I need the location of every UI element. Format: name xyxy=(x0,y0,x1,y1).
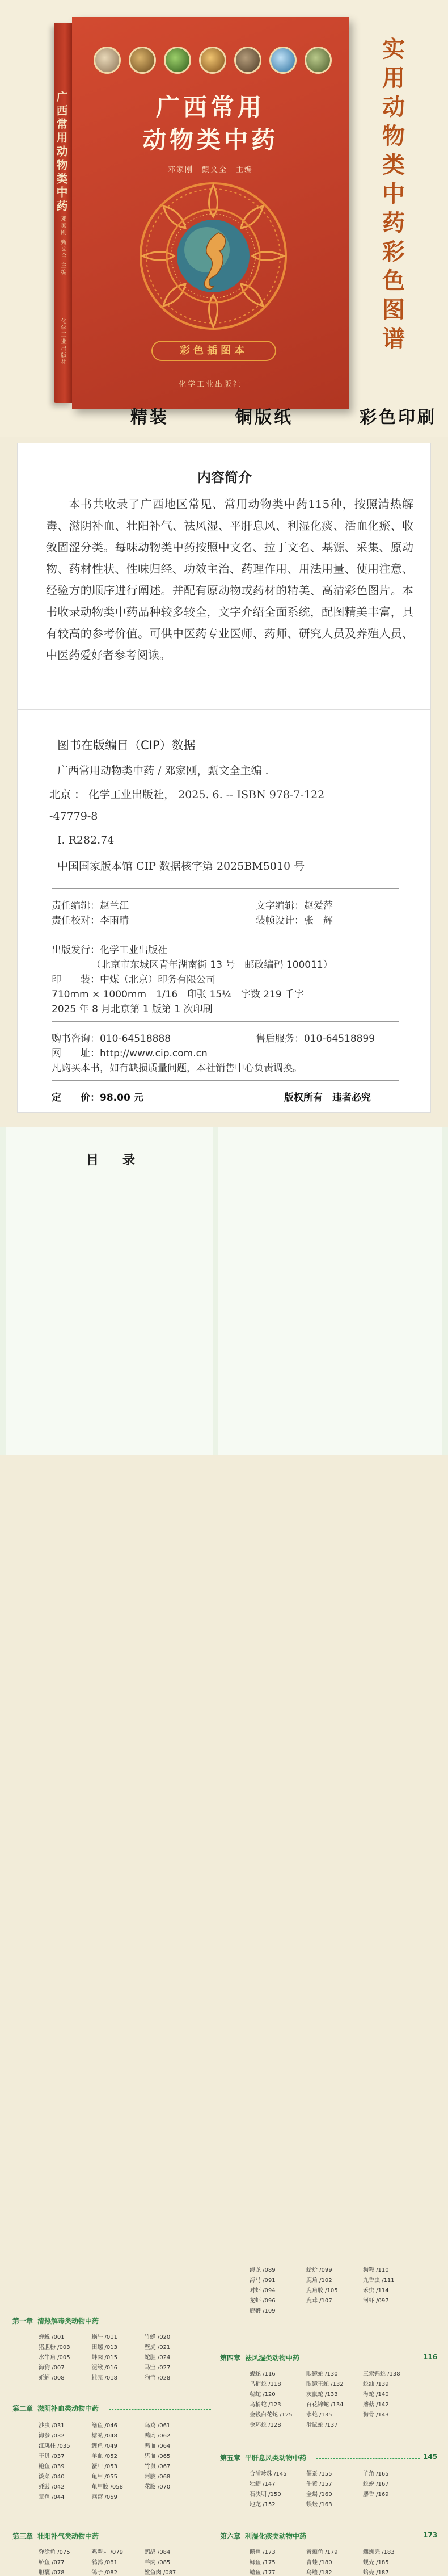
purchase-phone: 购书咨询：010-64518888 xyxy=(52,1033,171,1044)
toc-entry: 石决明 /150 xyxy=(250,2491,281,2498)
toc-entry: 蛤壳 /187 xyxy=(363,2570,389,2576)
toc-entry: 海马 /091 xyxy=(250,2277,276,2284)
toad-thumbnail xyxy=(234,47,261,74)
side-title-char: 动 xyxy=(382,94,405,120)
toc-chapter-1-entries xyxy=(39,2332,197,2381)
distributor: 出版发行：化学工业出版社 xyxy=(52,945,167,956)
toc-entry: 泥鳅 /016 xyxy=(91,2365,117,2371)
cip-line-1: 广西常用动物类中药 / 邓家刚，甄文全主编 . xyxy=(57,765,269,777)
toc-left-page xyxy=(6,1127,213,1455)
animal-thumbnails xyxy=(94,47,332,74)
website: 网 址：http://www.cip.com.cn xyxy=(52,1048,208,1059)
side-title-char: 类 xyxy=(382,152,405,178)
quality-notice: 凡购买本书，如有缺损质量问题，本社销售中心负责调换。 xyxy=(52,1063,302,1074)
toc-entry: 水牛角 /005 xyxy=(39,2355,70,2361)
toc-entry: 蟹甲 /053 xyxy=(91,2464,117,2470)
cover-title-line2: 动物类中药 xyxy=(142,126,278,154)
toc-entry: 蕲蛇 /120 xyxy=(250,2392,276,2398)
cip-divider-4 xyxy=(52,1080,399,1081)
toc-chapter-number: 第二章 xyxy=(12,2405,33,2413)
toc-entry: 龟甲胶 /058 xyxy=(91,2484,123,2490)
side-title-char: 实 xyxy=(382,36,405,62)
text-editor-credit: 文字编辑：赵爱萍 xyxy=(256,900,333,912)
toc-entry: 蚯蚓 /008 xyxy=(39,2375,65,2381)
toc-entry: 海参 /032 xyxy=(39,2433,65,2439)
rights-notice: 版权所有 违者必究 xyxy=(284,1092,371,1104)
toc-entry: 眼镜王蛇 /132 xyxy=(306,2381,344,2388)
toc-entry: 蜗牛 /011 xyxy=(91,2334,117,2340)
toc-entry: 百花锦蛇 /134 xyxy=(306,2402,344,2408)
toc-entry: 水蛇 /135 xyxy=(306,2412,332,2418)
toc-chapter-3-entries xyxy=(39,2547,197,2576)
edition: 2025 年 8 月北京第 1 版第 1 次印刷 xyxy=(52,1004,213,1015)
intro-body: 本书共收录了广西地区常见、常用动物类中药115种，按照清热解毒、滋阴补血、壮阳补气、祛风湿、平肝息风、利湿化痰、活血化瘀、收敛固涩分类。每味动物类中药按照中文名、拉丁文名、基源、采集、原动物、药材性状、性味归经、功效主治、药理作用、用法用量、使用注意、经验方的顺序进行阐述。并配有原动物或药材的精美、高清彩色图片。本书收录动物类中药品种较多较全，文字介绍全面系统，配图精美丰富，具有较高的参考价值。可供中医药专业医师、药师、研究人员及养殖人员、中医药爱好者参考阅读。 xyxy=(46,497,413,662)
side-title-char: 药 xyxy=(382,210,405,236)
toc-entry: 猪胆粉 /003 xyxy=(39,2344,70,2351)
cip-line-3: -47779-8 xyxy=(49,810,98,823)
cover-banner: 彩色插图本 xyxy=(151,341,276,361)
side-title-char: 图 xyxy=(382,297,405,323)
toc-entry: 田螺 /013 xyxy=(91,2344,117,2351)
toc-entry: 禾虫 /114 xyxy=(363,2288,389,2294)
toc-chapter-page: 173 xyxy=(423,2531,438,2539)
cover-publisher: 化学工业出版社 xyxy=(178,380,242,389)
toc-entry: 鹿角 /102 xyxy=(306,2277,332,2284)
book-image xyxy=(54,17,349,409)
toc-entry: 猪血 /065 xyxy=(144,2453,171,2460)
toc-entry: 滑鼠蛇 /137 xyxy=(306,2422,338,2428)
printer: 印 装：中煤（北京）印务有限公司 xyxy=(52,974,215,985)
toc-entry: 塘虱 /048 xyxy=(91,2433,117,2439)
toc-entry: 蝉蜕 /001 xyxy=(39,2334,65,2340)
toc-chapter-heading xyxy=(12,2531,99,2541)
toc-entry: 壁虎 /021 xyxy=(144,2344,171,2351)
toc-entry: 鹧鸪 /084 xyxy=(144,2549,171,2556)
toc-entry: 僵蚕 /155 xyxy=(306,2471,332,2477)
snake-thumbnail xyxy=(305,47,332,74)
toc-entry: 龙虾 /096 xyxy=(250,2298,276,2304)
cip-line-2: 北京 ： 化学工业出版社， 2025. 6. -- ISBN 978-7-122 xyxy=(49,788,325,801)
intro-card xyxy=(17,443,431,710)
toc-entry: 鳝鱼 /173 xyxy=(250,2549,276,2556)
toc-entry: 羊血 /052 xyxy=(91,2453,117,2460)
fish-thumbnail xyxy=(269,47,297,74)
toc-entry: 蜈蚣 /163 xyxy=(306,2502,332,2508)
toc-entry: 乌鸡 /061 xyxy=(144,2423,171,2429)
toc-entry: 牡蛎 /147 xyxy=(250,2481,276,2487)
toc-chapter-2-entries xyxy=(39,2420,197,2501)
book-cover xyxy=(72,17,349,409)
side-title-char: 物 xyxy=(382,123,405,149)
feature-coated-paper: 铜版纸 xyxy=(235,408,293,427)
address: （北京市东城区青年湖南街 13 号 邮政编码 100011） xyxy=(91,959,333,971)
service-phone: 售后服务：010-64518899 xyxy=(256,1033,375,1044)
toc-entry: 海狗 /007 xyxy=(39,2365,65,2371)
hero-section xyxy=(0,0,448,437)
cip-card xyxy=(17,710,431,1113)
toc-entry: 干贝 /037 xyxy=(39,2453,65,2460)
toc-entry: 海蛇 /140 xyxy=(363,2392,389,2398)
toc-chapter-name: 清热解毒类动物中药 xyxy=(37,2317,99,2325)
feature-list xyxy=(130,403,437,428)
toc-chapter-number: 第四章 xyxy=(220,2354,241,2362)
spine-authors: 邓家刚 甄文全 主编 xyxy=(60,216,66,276)
price: 定 价：98.00 元 xyxy=(52,1092,143,1104)
toc-entry: 螺蛳壳 /183 xyxy=(363,2549,395,2556)
cover-authors: 邓家刚 甄文全 主编 xyxy=(167,166,253,174)
toc-entry: 狗宝 /028 xyxy=(144,2375,171,2381)
toc-chapter-page: 145 xyxy=(423,2453,438,2461)
toc-chapter-number: 第六章 xyxy=(220,2532,241,2540)
editor-credit: 责任编辑：赵兰江 xyxy=(52,900,129,912)
deer-thumbnail xyxy=(94,47,121,74)
toc-entry: 羊角 /165 xyxy=(363,2471,389,2477)
proofreader-credit: 责任校对：李雨晴 xyxy=(52,915,129,926)
toc-chapter-name: 祛风湿类动物中药 xyxy=(245,2354,300,2362)
toc-entry: 鸡翠丸 /079 xyxy=(91,2549,123,2556)
toc-chapter-heading xyxy=(220,2353,299,2363)
toc-chapter-5-entries xyxy=(250,2469,420,2508)
book-spine xyxy=(54,23,72,403)
toc-entry: 蘑菇 /142 xyxy=(363,2402,389,2408)
toc-entry: 江珧柱 /035 xyxy=(39,2443,70,2449)
side-title-char: 中 xyxy=(382,181,405,207)
cover-title-line1: 广西常用 xyxy=(155,93,265,121)
toc-chapter-name: 壮阳补气类动物中药 xyxy=(37,2532,99,2540)
toc-entry: 鸭血 /064 xyxy=(144,2443,171,2449)
spine-publisher: 化学工业出版社 xyxy=(60,318,66,366)
toc-chapter-name: 利湿化痰类动物中药 xyxy=(245,2532,307,2540)
spine-title: 广西常用动物类中药 xyxy=(54,91,68,213)
toc-entry: 鲈鱼 /077 xyxy=(39,2560,65,2566)
toc-chapter-heading xyxy=(220,2453,306,2463)
toc-entry: 鳢鱼 /177 xyxy=(250,2570,276,2576)
toc-entry: 阿胶 /068 xyxy=(144,2474,171,2480)
designer-credit: 装帧设计：张 辉 xyxy=(256,915,333,926)
toc-entry: 合浦珍珠 /145 xyxy=(250,2471,287,2477)
toc-entry: 狗骨 /143 xyxy=(363,2412,389,2418)
toc-entry: 灰鼠蛇 /133 xyxy=(306,2392,338,2398)
toc-chapter-page: 116 xyxy=(423,2353,438,2361)
toc-entry: 鲫鱼 /175 xyxy=(250,2560,276,2566)
toc-entry: 弹涂鱼 /075 xyxy=(39,2549,70,2556)
toc-top-entries xyxy=(250,2265,420,2314)
beetle-thumbnail xyxy=(164,47,191,74)
toc-entry: 海龙 /089 xyxy=(250,2267,276,2273)
toc-entry: 蛇胆 /024 xyxy=(144,2355,171,2361)
toc-entry: 竹蜂 /020 xyxy=(144,2334,171,2340)
toc-entry: 羊肉 /085 xyxy=(144,2560,171,2566)
toc-entry: 淡菜 /040 xyxy=(39,2474,65,2480)
mandala-seahorse-emblem xyxy=(139,182,288,330)
toc-chapter-number: 第三章 xyxy=(12,2532,33,2540)
toc-chapter-rule xyxy=(109,2409,211,2410)
toc-entry: 鸽子 /082 xyxy=(91,2570,117,2576)
cip-divider-3 xyxy=(52,1021,399,1022)
toc-entry: 蝮蛇 /116 xyxy=(250,2371,276,2377)
toc-entry: 对虾 /094 xyxy=(250,2288,276,2294)
toc-entry: 蚝豉 /042 xyxy=(39,2484,65,2490)
toc-entry: 蛇蜕 /167 xyxy=(363,2481,389,2487)
toc-entry: 蛙壳 /018 xyxy=(91,2375,117,2381)
toc-section xyxy=(0,1127,448,2576)
toc-entry: 鲨鱼肉 /087 xyxy=(144,2570,176,2576)
toc-entry: 沙虫 /031 xyxy=(39,2423,65,2429)
toc-chapter-number: 第一章 xyxy=(12,2317,33,2325)
toc-entry: 黄颡鱼 /179 xyxy=(306,2549,338,2556)
toc-entry: 全蝎 /160 xyxy=(306,2491,332,2498)
toc-chapter-6-entries xyxy=(250,2547,420,2576)
toc-entry: 花胶 /070 xyxy=(144,2484,171,2490)
intro-heading: 内容简介 xyxy=(197,469,252,485)
toc-chapter-name: 平肝息风类动物中药 xyxy=(245,2454,307,2462)
side-title-char: 彩 xyxy=(382,239,405,265)
toc-entry: 狗鞭 /110 xyxy=(363,2267,389,2273)
toc-entry: 胆囊 /078 xyxy=(39,2570,65,2576)
toc-chapter-rule xyxy=(316,2458,420,2459)
toc-entry: 青蛙 /180 xyxy=(306,2560,332,2566)
toc-title: 目 录 xyxy=(86,1153,141,1168)
shell-thumbnail xyxy=(129,47,156,74)
toc-entry: 河虾 /097 xyxy=(363,2298,389,2304)
toc-chapter-heading xyxy=(12,2316,99,2326)
toc-entry: 鳝鱼 /046 xyxy=(91,2423,117,2429)
toc-entry: 蛤蚧 /099 xyxy=(306,2267,332,2273)
toc-entry: 牛黄 /157 xyxy=(306,2481,332,2487)
toc-entry: 乌梢蛇 /123 xyxy=(250,2402,281,2408)
toc-chapter-heading xyxy=(12,2403,99,2414)
side-title-char: 用 xyxy=(382,65,405,91)
toc-chapter-number: 第五章 xyxy=(220,2454,241,2462)
bird-thumbnail xyxy=(199,47,226,74)
toc-entry: 龟甲 /055 xyxy=(91,2474,117,2480)
toc-chapter-name: 滋阴补血类动物中药 xyxy=(37,2405,99,2413)
toc-entry: 三索锦蛇 /138 xyxy=(363,2371,400,2377)
toc-entry: 马宝 /027 xyxy=(144,2365,171,2371)
toc-entry: 金环蛇 /128 xyxy=(250,2422,281,2428)
side-title-char: 谱 xyxy=(382,326,405,352)
toc-entry: 鲤鱼 /049 xyxy=(91,2443,117,2449)
toc-entry: 鹿角胶 /105 xyxy=(306,2288,338,2294)
side-title-char: 色 xyxy=(382,268,405,294)
toc-entry: 鹿鞭 /109 xyxy=(250,2308,276,2314)
toc-chapter-4-entries xyxy=(250,2369,420,2428)
cip-line-5: 中国国家版本馆 CIP 数据核字第 2025BM5010 号 xyxy=(57,860,305,872)
cip-divider-1 xyxy=(52,888,399,889)
toc-entry: 麝香 /169 xyxy=(363,2491,389,2498)
toc-entry: 章鱼 /044 xyxy=(39,2494,65,2501)
toc-chapter-heading xyxy=(220,2531,306,2541)
toc-entry: 鹌鹑 /081 xyxy=(91,2560,117,2566)
format: 710mm × 1000mm 1/16 印张 15¼ 字数 219 千字 xyxy=(52,989,304,1000)
toc-right-page xyxy=(218,1127,442,1455)
feature-color-print: 彩色印刷 xyxy=(360,408,437,427)
toc-entry: 蚌肉 /015 xyxy=(91,2355,117,2361)
toc-entry: 乌鳢 /182 xyxy=(306,2570,332,2576)
toc-entry: 九香虫 /111 xyxy=(363,2277,395,2284)
feature-hardcover: 精装 xyxy=(130,408,169,427)
toc-entry: 鲍鱼 /039 xyxy=(39,2464,65,2470)
toc-entry: 蛇油 /139 xyxy=(363,2381,389,2388)
toc-entry: 金钱白花蛇 /125 xyxy=(250,2412,293,2418)
toc-entry: 鸭肉 /062 xyxy=(144,2433,171,2439)
toc-entry: 眼镜蛇 /130 xyxy=(306,2371,338,2377)
side-vertical-title xyxy=(377,35,411,354)
toc-entry: 乌梢蛇 /118 xyxy=(250,2381,281,2388)
toc-entry: 蚬壳 /185 xyxy=(363,2560,389,2566)
toc-entry: 鹿茸 /107 xyxy=(306,2298,332,2304)
toc-entry: 燕窝 /059 xyxy=(91,2494,117,2501)
cip-line-4: Ⅰ. R282.74 xyxy=(57,834,115,846)
toc-entry: 地龙 /152 xyxy=(250,2502,276,2508)
cip-heading: 图书在版编目（CIP）数据 xyxy=(57,739,196,752)
toc-entry: 竹鼠 /067 xyxy=(144,2464,171,2470)
